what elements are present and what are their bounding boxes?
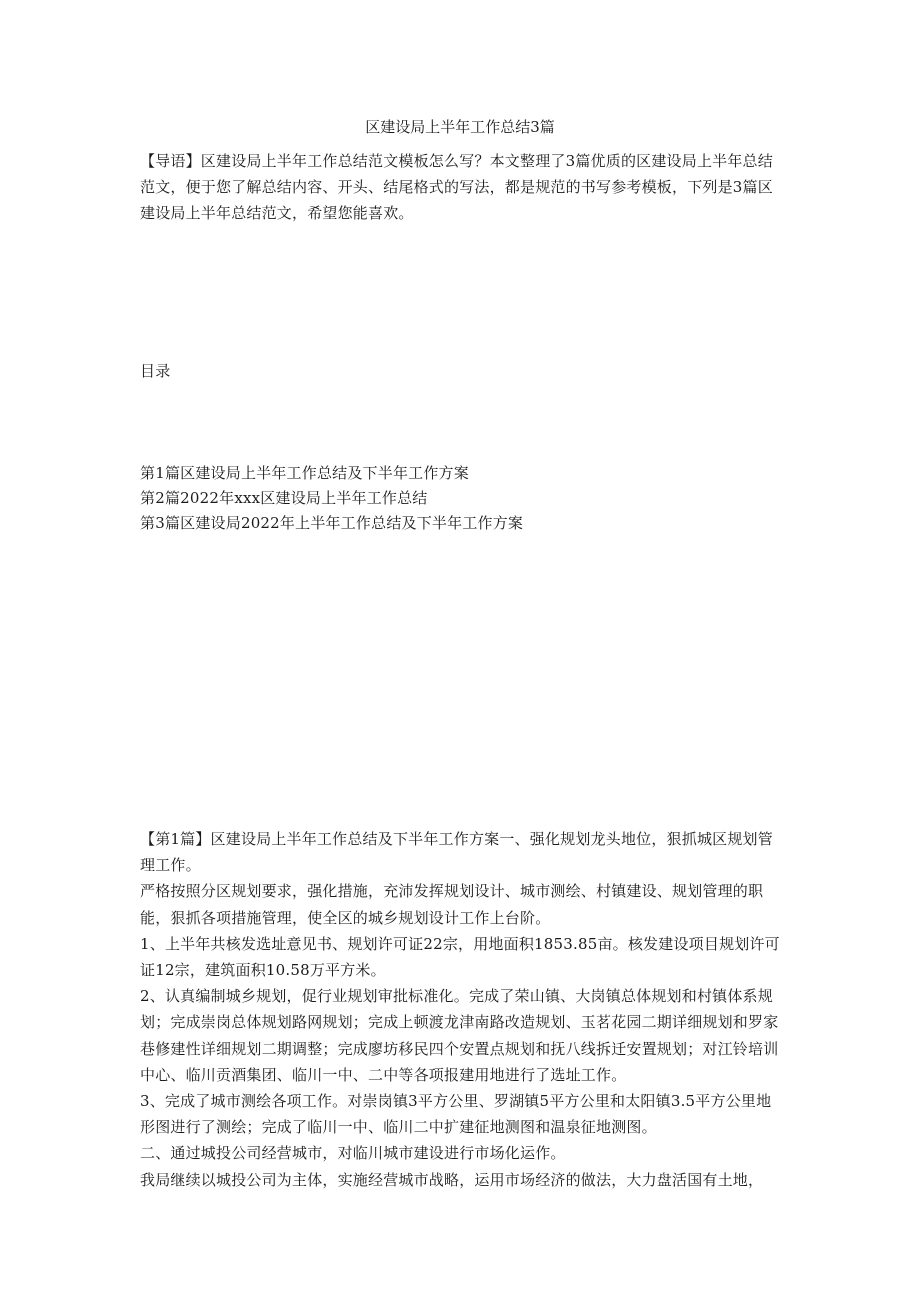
article-paragraph: 【第1篇】区建设局上半年工作总结及下半年工作方案一、强化规划龙头地位，狠抓城区规划管理工作。 [140, 830, 773, 875]
table-of-contents [140, 461, 782, 536]
intro-paragraph [140, 148, 782, 226]
article-paragraph: 1、上半年共核发选址意见书、规划许可证22宗，用地面积1853.85亩。核发建设项目规划许可证12宗，建筑面积10.58万平方米。 [140, 934, 780, 980]
document-title: 区建设局上半年工作总结3篇 [365, 118, 555, 136]
toc-item-2[interactable]: 第2篇2022年xxx区建设局上半年工作总结 [140, 489, 428, 507]
toc-item-3[interactable]: 第3篇区建设局2022年上半年工作总结及下半年工作方案 [140, 514, 524, 532]
article-paragraph: 二、通过城投公司经营城市，对临川城市建设进行市场化运作。 [140, 1144, 566, 1163]
article-paragraph: 3、完成了城市测绘各项工作。对崇岗镇3平方公里、罗湖镇5平方公里和太阳镇3.5平方公里地形图进行了测绘；完成了临川一中、临川二中扩建征地测图和温泉征地测图。 [140, 1092, 772, 1137]
article-paragraph: 严格按照分区规划要求，强化措施，充沛发挥规划设计、城市测绘、村镇建设、规划管理的职能，狠抓各项措施管理，使全区的城乡规划设计工作上台阶。 [140, 882, 764, 927]
article-paragraph: 2、认真编制城乡规划，促行业规划审批标准化。完成了荣山镇、大岗镇总体规划和村镇体系规划；完成崇岗总体规划路网规划；完成上顿渡龙津南路改造规划、玉茗花园二期详细规划和罗家巷修建性详细规划二期调整；完成廖坊移民四个安置点规划和抚八线拆迁安置规划；对江铃培训中心、临川贡酒集团、临川一中、二中等各项报建用地进行了选址工作。 [140, 987, 779, 1084]
toc-item-1[interactable]: 第1篇区建设局上半年工作总结及下半年工作方案 [140, 464, 469, 482]
article-paragraph: 我局继续以城投公司为主体，实施经营城市战略，运用市场经济的做法，大力盘活国有土地， [140, 1170, 764, 1189]
article-body [140, 826, 782, 1193]
intro-text: 【导语】区建设局上半年工作总结范文模板怎么写？本文整理了3篇优质的区建设局上半年总结范文，便于您了解总结内容、开头、结尾格式的写法，都是规范的书写参考模板，下列是3篇区建设局上半年总结范文，希望您能喜欢。 [140, 152, 773, 222]
toc-heading: 目录 [140, 362, 171, 380]
